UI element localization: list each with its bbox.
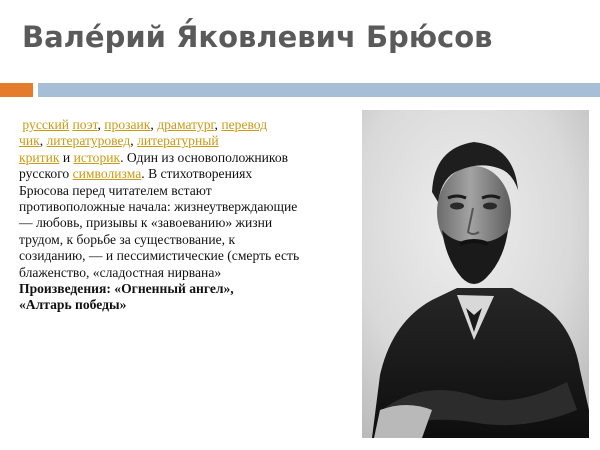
link-perevodchik-part-2: чик (19, 133, 40, 149)
link-russkiy[interactable]: русский (22, 117, 70, 132)
link-literaturoved[interactable]: литературовед (46, 133, 131, 149)
accent-bar-blue (38, 83, 600, 97)
link-poet[interactable]: поэт (72, 117, 98, 132)
accent-bar-orange (0, 83, 33, 97)
separator: и (59, 149, 74, 165)
link-perevodchik-part-1: перевод (221, 117, 268, 132)
biography-text (19, 117, 304, 314)
link-literaturnyy-kritik-part-2: критик (19, 149, 60, 165)
separator: , (150, 117, 158, 132)
page-title: Вале́рий Я́ковлевич Брю́сов (22, 20, 493, 54)
link-simvolizm[interactable]: символизма (72, 166, 142, 182)
separator: , (214, 117, 222, 132)
works-line-2: «Алтарь победы» (19, 297, 127, 313)
body-text-part-2: . В стихотворениях Брюсова перед читателем встают противоположные начала: жизнеутверждающие — любовь, призывы к «завоеванию» жизни трудом, к борьбе за существование, к созиданию, — и пессимистические (смерть есть блаженство, «сладостная нирвана» (19, 166, 300, 280)
separator: , (130, 133, 138, 149)
separator: , (97, 117, 105, 132)
works-line-1: Произведения: «Огненный ангел», (19, 281, 234, 297)
body-text-part-1: . Один из основоположников русского (19, 149, 289, 182)
link-literaturnyy-kritik-part-1: литературный (137, 133, 219, 149)
separator: , (39, 133, 47, 149)
link-prozaik[interactable]: прозаик (104, 117, 151, 132)
portrait-photo (362, 110, 589, 438)
portrait-image (362, 110, 589, 438)
link-istorik[interactable]: историк (73, 149, 121, 165)
link-dramaturg[interactable]: драматург (157, 117, 215, 132)
